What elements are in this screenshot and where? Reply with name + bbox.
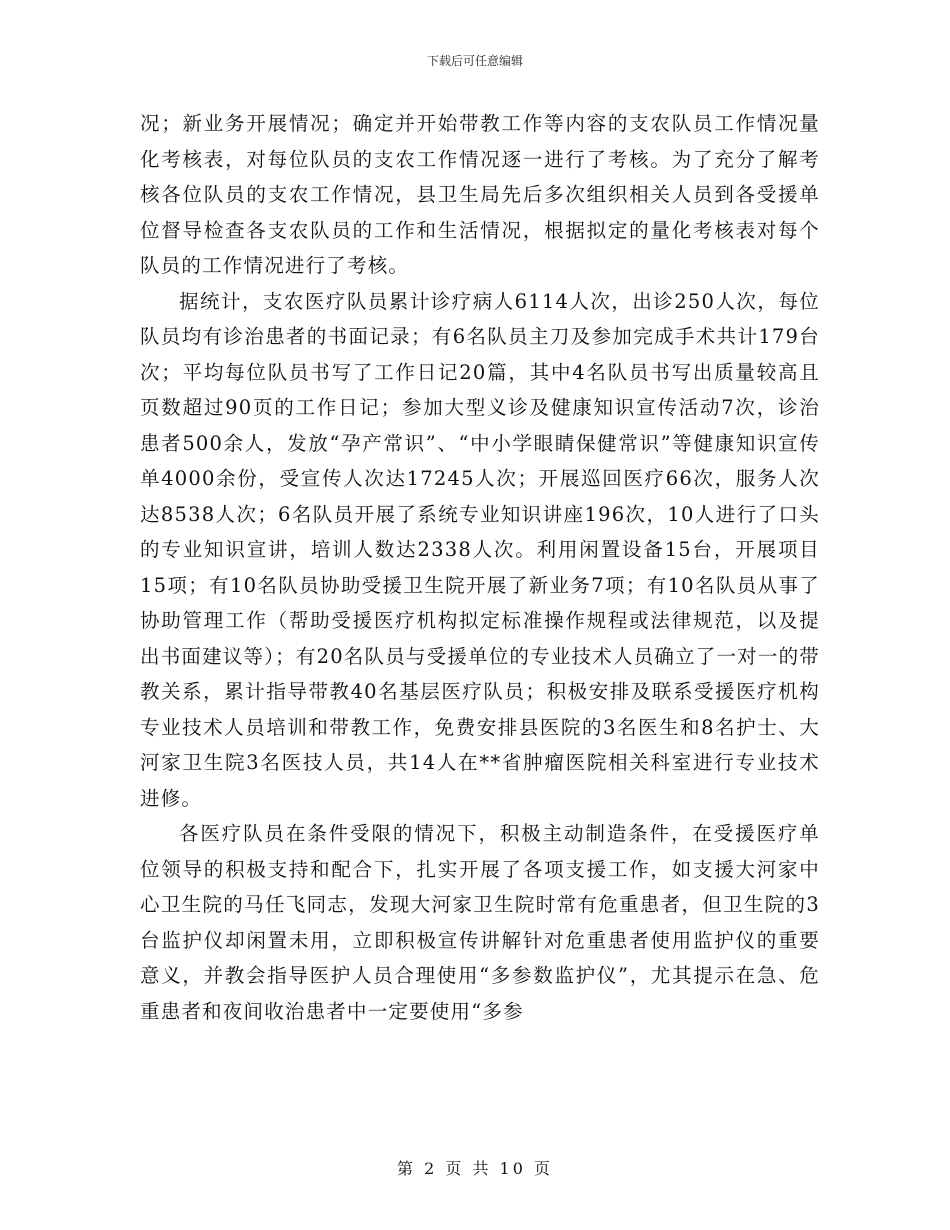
paragraph-support-work: 各医疗队员在条件受限的情况下，积极主动制造条件，在受援医疗单位领导的积极支持和配合下，扎实开展了各项支援工作，如支援大河家中心卫生院的马任飞同志，发现大河家卫生院时常有危重患者，但卫生院的3台监护仪却闲置未用，立即积极宣传讲解针对危重患者使用监护仪的重要意义，并教会指导医护人员合理使用“多参数监护仪”，尤其提示在急、危重患者和夜间收治患者中一定要使用“多参	[140, 822, 820, 1023]
paragraph-continuation: 况；新业务开展情况；确定并开始带教工作等内容的支农队员工作情况量化考核表，对每位队员的支农工作情况逐一进行了考核。为了充分了解考核各位队员的支农工作情况，县卫生局先后多次组织相关人员到各受援单位督导检查各支农队员的工作和生活情况，根据拟定的量化考核表对每个队员的工作情况进行了考核。	[140, 112, 820, 277]
page-header: 下载后可任意编辑	[426, 54, 523, 68]
page-number-footer: 第 2 页 共 10 页	[397, 1159, 553, 1178]
document-body	[140, 106, 820, 1029]
paragraph-statistics: 据统计，支农医疗队员累计诊疗病人6114人次，出诊250人次，每位队员均有诊治患者的书面记录；有6名队员主刀及参加完成手术共计179台次；平均每位队员书写了工作日记20篇，其中4名队员书写出质量较高且页数超过90页的工作日记；参加大型义诊及健康知识宣传活动7次，诊治患者500余人，发放“孕产常识”、“中小学眼睛保健常识”等健康知识宣传单4000余份，受宣传人次达17245人次；开展巡回医疗66次，服务人次达8538人次；6名队员开展了系统专业知识讲座196次，10人进行了口头的专业知识宣讲，培训人数达2338人次。利用闲置设备15台，开展项目15项；有10名队员协助受援卫生院开展了新业务7项；有10名队员从事了协助管理工作（帮助受援医疗机构拟定标准操作规程或法律规范，以及提出书面建议等）；有20名队员与受援单位的专业技术人员确立了一对一的带教关系，累计指导带教40名基层医疗队员；积极安排及联系受援医疗机构专业技术人员培训和带教工作，免费安排县医院的3名医生和8名护士、大河家卫生院3名医技人员，共14人在**省肿瘤医院相关科室进行专业技术进修。	[140, 289, 820, 810]
